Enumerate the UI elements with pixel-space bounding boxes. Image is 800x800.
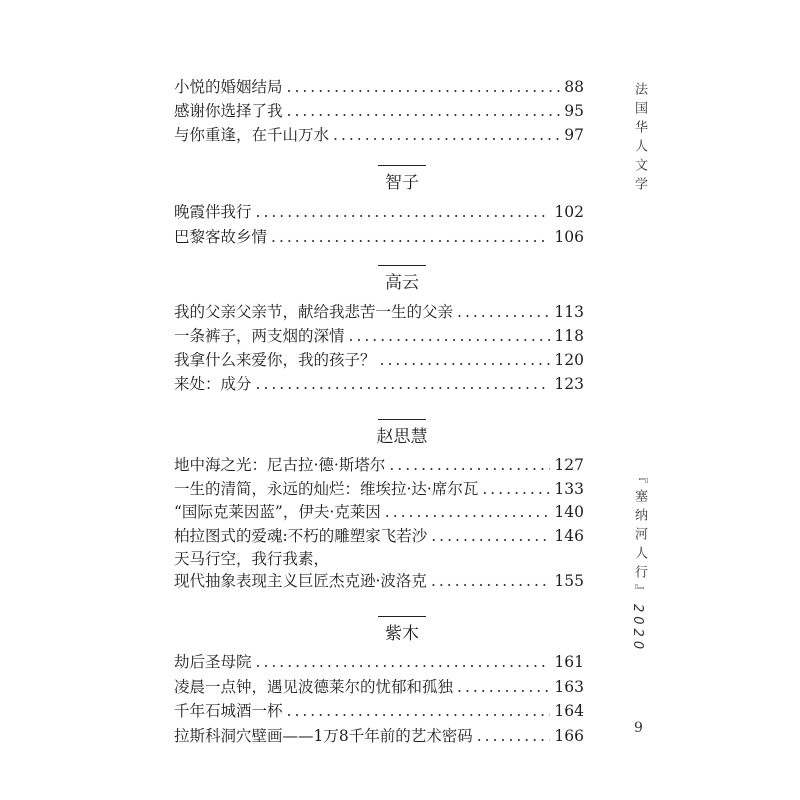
- toc-entry: [174, 677, 584, 699]
- toc-entry-page: 123: [554, 375, 584, 393]
- leader-dots: [457, 302, 550, 322]
- toc-entry: [174, 101, 584, 123]
- leader-dots: [287, 701, 551, 721]
- toc-entry: [174, 125, 584, 147]
- leader-dots: [287, 77, 561, 97]
- toc-entry: [174, 202, 584, 224]
- toc-entry: [174, 374, 584, 396]
- leader-dots: [256, 374, 551, 394]
- leader-dots: [256, 202, 551, 222]
- leader-dots: [256, 652, 551, 672]
- leader-dots: [385, 502, 551, 522]
- toc-entry-title: 柏拉图式的爱魂:不朽的雕塑家飞若沙: [174, 527, 428, 545]
- toc-entry-title: 一生的清简，永远的灿烂：维埃拉·达·席尔瓦: [174, 480, 479, 498]
- toc-entry-page: 95: [564, 102, 584, 120]
- toc-entry-title: 与你重逢，在千山万水: [174, 126, 330, 144]
- leader-dots: [380, 350, 551, 370]
- leader-dots: [482, 479, 550, 499]
- leader-dots: [431, 526, 550, 546]
- toc-entry-page: 140: [554, 503, 584, 521]
- toc-entry-title: 晚霞伴我行: [174, 203, 252, 221]
- toc-entry-page: 163: [554, 678, 584, 696]
- toc-entry-title: 一条裤子，两支烟的深情: [174, 327, 345, 345]
- author-name: 紫木: [385, 624, 419, 644]
- author-name: 高云: [385, 273, 419, 293]
- toc-entry: [174, 326, 584, 348]
- toc-entry: [174, 726, 584, 748]
- toc-entry: [174, 227, 584, 249]
- toc-entry-page: 97: [564, 126, 584, 144]
- toc-entry-title: 感谢你选择了我: [174, 102, 283, 120]
- author-heading: [337, 616, 467, 645]
- toc-entry: [174, 571, 584, 593]
- leader-dots: [333, 125, 560, 145]
- running-head-year: 2020: [630, 604, 645, 654]
- toc-entry-title: 拉斯科洞穴壁画——1万8千年前的艺术密码: [174, 727, 473, 745]
- toc-entry-page: 146: [554, 527, 584, 545]
- toc-entry-page: 118: [554, 327, 584, 345]
- toc-entry-page: 106: [554, 228, 584, 246]
- toc-entry-title: 巴黎客故乡情: [174, 228, 268, 246]
- toc-entry-title: 凌晨一点钟，遇见波德莱尔的忧郁和孤独: [174, 678, 454, 696]
- toc-entry-title: 小悦的婚姻结局: [174, 78, 283, 96]
- author-heading: [337, 419, 467, 448]
- toc-entry-page: 161: [554, 653, 584, 671]
- running-head-bottom: 『塞纳河人行』: [632, 470, 647, 603]
- leader-dots: [271, 227, 550, 247]
- author-rule: [378, 265, 426, 266]
- author-heading: [337, 265, 467, 294]
- toc-entry-title: 我拿什么来爱你，我的孩子？: [174, 351, 376, 369]
- toc-entry: [174, 77, 584, 99]
- leader-dots: [477, 726, 551, 746]
- toc-entry: [174, 502, 584, 524]
- toc-entry-title: 来处：成分: [174, 375, 252, 393]
- toc-entry: [174, 479, 584, 501]
- page-number: 9: [634, 720, 643, 736]
- toc-entry: [174, 526, 584, 548]
- running-head-top: 法国华人文学: [632, 82, 647, 196]
- toc-entry-title: “国际克莱因蓝”，伊夫·克莱因: [174, 503, 381, 521]
- toc-entry-title-line1: 天马行空，我行我素，: [174, 550, 330, 568]
- leader-dots: [287, 101, 561, 121]
- toc-entry-page: 133: [554, 480, 584, 498]
- leader-dots: [349, 326, 551, 346]
- author-name: 赵思慧: [376, 427, 428, 447]
- toc-entry: [174, 701, 584, 723]
- toc-entry-page: 120: [554, 351, 584, 369]
- author-rule: [378, 419, 426, 420]
- leader-dots: [431, 571, 550, 591]
- toc-entry-title: 劫后圣母院: [174, 653, 252, 671]
- toc-entry-page: 155: [554, 572, 584, 590]
- toc-entry-page: 127: [554, 456, 584, 474]
- toc-entry-title: 现代抽象表现主义巨匠杰克逊·波洛克: [174, 572, 427, 590]
- leader-dots: [457, 677, 550, 697]
- toc-entry-title: 千年石城酒一杯: [174, 702, 283, 720]
- author-rule: [378, 616, 426, 617]
- toc-entry-page: 88: [564, 78, 584, 96]
- toc-entry-page: 102: [554, 203, 584, 221]
- toc-entry-page: 166: [554, 727, 584, 745]
- toc-entry-title: 我的父亲父亲节，献给我悲苦一生的父亲: [174, 303, 454, 321]
- toc-entry: [174, 455, 584, 477]
- leader-dots: [389, 455, 550, 475]
- toc-entry-page: 113: [554, 303, 584, 321]
- toc-entry: [174, 350, 584, 372]
- toc-entry-page: 164: [554, 702, 584, 720]
- toc-entry: [174, 302, 584, 324]
- toc-entry: [174, 652, 584, 674]
- author-rule: [378, 165, 426, 166]
- author-name: 智子: [385, 173, 419, 193]
- toc-entry-title: 地中海之光：尼古拉·德·斯塔尔: [174, 456, 386, 474]
- author-heading: [337, 165, 467, 194]
